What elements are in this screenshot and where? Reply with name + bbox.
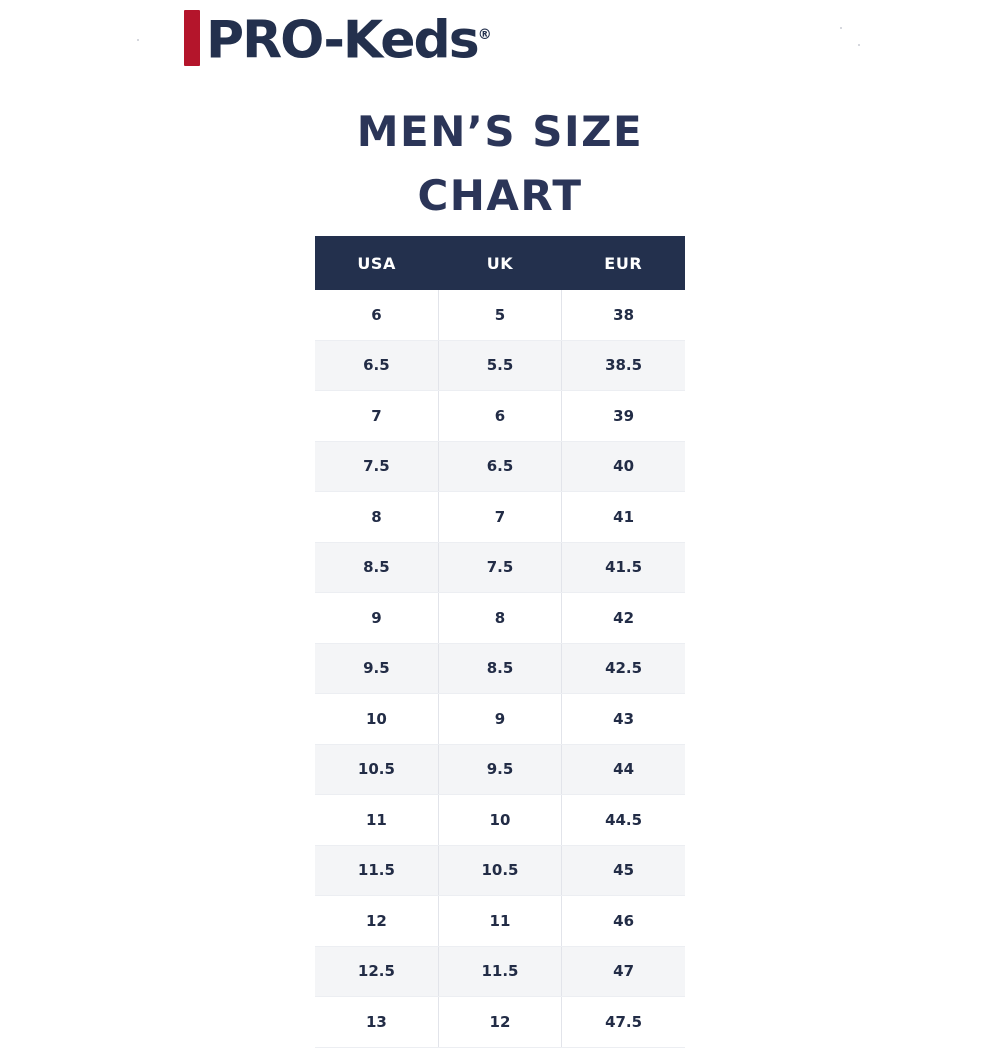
page-title-line-1: MEN’S SIZE [356, 107, 644, 156]
page-title-line-2: CHART [417, 171, 583, 220]
cell-eur: 47.5 [562, 997, 685, 1048]
cell-usa: 8 [315, 492, 438, 543]
cell-eur: 42.5 [562, 643, 685, 694]
cell-eur: 44 [562, 744, 685, 795]
cell-eur: 39 [562, 391, 685, 442]
table-header-row [315, 236, 685, 290]
cell-usa: 10 [315, 694, 438, 745]
cell-uk: 5 [438, 290, 561, 340]
registered-mark: ® [477, 27, 492, 44]
cell-usa: 9 [315, 593, 438, 644]
size-table [315, 236, 685, 1048]
size-table-head [315, 236, 685, 290]
cell-usa: 12 [315, 896, 438, 947]
table-row [315, 845, 685, 896]
cell-uk: 9.5 [438, 744, 561, 795]
column-header-uk: UK [438, 236, 561, 290]
brand-logo [184, 8, 492, 71]
cell-eur: 47 [562, 946, 685, 997]
column-header-usa: USA [315, 236, 438, 290]
cell-eur: 43 [562, 694, 685, 745]
column-header-eur: EUR [562, 236, 685, 290]
table-row [315, 391, 685, 442]
table-row [315, 340, 685, 391]
size-table-container [315, 236, 685, 1048]
cell-uk: 6 [438, 391, 561, 442]
logo-bar-icon [184, 10, 200, 66]
table-row [315, 997, 685, 1048]
scan-speck [840, 27, 842, 29]
table-row [315, 896, 685, 947]
table-row [315, 441, 685, 492]
cell-uk: 7 [438, 492, 561, 543]
cell-eur: 38.5 [562, 340, 685, 391]
cell-usa: 6 [315, 290, 438, 340]
cell-uk: 11.5 [438, 946, 561, 997]
cell-usa: 7.5 [315, 441, 438, 492]
cell-eur: 42 [562, 593, 685, 644]
cell-uk: 8 [438, 593, 561, 644]
table-row [315, 492, 685, 543]
cell-usa: 11 [315, 795, 438, 846]
table-row [315, 542, 685, 593]
table-row [315, 290, 685, 340]
table-row [315, 946, 685, 997]
table-row [315, 795, 685, 846]
table-row [315, 643, 685, 694]
cell-usa: 11.5 [315, 845, 438, 896]
cell-usa: 9.5 [315, 643, 438, 694]
scan-speck [858, 44, 860, 46]
table-row [315, 744, 685, 795]
cell-usa: 7 [315, 391, 438, 442]
cell-usa: 12.5 [315, 946, 438, 997]
cell-usa: 10.5 [315, 744, 438, 795]
cell-uk: 11 [438, 896, 561, 947]
brand-name [206, 7, 492, 71]
cell-uk: 8.5 [438, 643, 561, 694]
cell-uk: 6.5 [438, 441, 561, 492]
size-table-body [315, 290, 685, 1047]
cell-eur: 38 [562, 290, 685, 340]
cell-uk: 5.5 [438, 340, 561, 391]
cell-eur: 45 [562, 845, 685, 896]
brand-name-text: PRO-Keds [206, 10, 478, 71]
cell-eur: 44.5 [562, 795, 685, 846]
cell-eur: 41.5 [562, 542, 685, 593]
cell-uk: 10.5 [438, 845, 561, 896]
table-row [315, 593, 685, 644]
cell-eur: 46 [562, 896, 685, 947]
cell-uk: 10 [438, 795, 561, 846]
page-title [0, 100, 1000, 228]
cell-uk: 9 [438, 694, 561, 745]
cell-usa: 8.5 [315, 542, 438, 593]
cell-eur: 40 [562, 441, 685, 492]
cell-uk: 12 [438, 997, 561, 1048]
cell-uk: 7.5 [438, 542, 561, 593]
table-row [315, 694, 685, 745]
cell-eur: 41 [562, 492, 685, 543]
cell-usa: 13 [315, 997, 438, 1048]
cell-usa: 6.5 [315, 340, 438, 391]
scan-speck [137, 39, 139, 41]
